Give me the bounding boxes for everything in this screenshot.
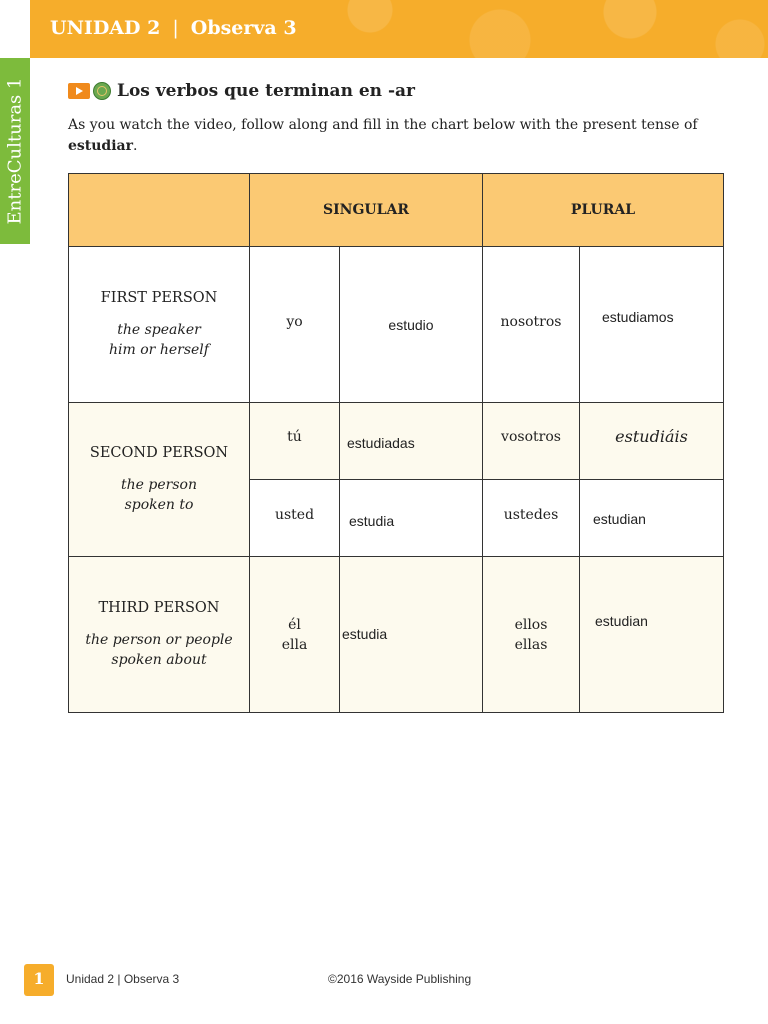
answer-first-plural-text: estudiamos	[602, 308, 674, 325]
header-empty	[69, 174, 250, 247]
first-person-title: FIRST PERSON	[100, 289, 218, 306]
instructions-verb: estudiar	[68, 138, 133, 154]
header-banner	[30, 0, 768, 58]
first-person-row	[69, 247, 724, 403]
pronoun-ustedes-text: ustedes	[503, 507, 559, 524]
pronoun-ellas: ellas	[514, 636, 548, 653]
footer-section: Unidad 2 | Observa 3	[66, 972, 180, 986]
first-person-desc-1: the speaker	[117, 321, 201, 338]
answer-third-singular[interactable]	[340, 557, 483, 713]
third-person-row	[69, 557, 724, 713]
answer-third-singular-text: estudia	[342, 625, 388, 642]
conjugation-chart	[68, 173, 724, 713]
pronoun-nosotros	[483, 247, 580, 403]
header-singular: SINGULAR	[250, 174, 483, 247]
second-person-desc-1: the person	[121, 476, 197, 493]
pronoun-nosotros-text: nosotros	[500, 313, 562, 330]
video-icon[interactable]	[68, 83, 90, 99]
footer-copyright: ©2016 Wayside Publishing	[328, 972, 472, 986]
pronoun-usted	[250, 480, 340, 557]
pronoun-vosotros-text: vosotros	[501, 428, 561, 445]
pronoun-ella: ella	[281, 636, 308, 653]
answer-second-formal-singular[interactable]	[340, 480, 483, 557]
banner-title	[50, 17, 297, 39]
pronoun-vosotros	[483, 402, 580, 479]
pronoun-el-ella	[250, 557, 340, 713]
instructions-end: .	[133, 138, 138, 154]
third-person-desc-1: the person or people	[85, 631, 233, 648]
third-person-cell	[69, 557, 250, 713]
given-second-informal-plural	[580, 402, 724, 479]
answer-second-formal-plural[interactable]	[580, 480, 724, 557]
answer-second-formal-singular-text: estudia	[349, 513, 395, 530]
answer-first-singular-text: estudio	[388, 316, 434, 333]
answer-first-plural[interactable]	[580, 247, 724, 403]
pronoun-yo-text: yo	[286, 313, 303, 330]
second-person-cell	[69, 402, 250, 557]
banner-separator: |	[172, 17, 179, 39]
header-plural: PLURAL	[483, 174, 724, 247]
answer-second-formal-plural-text: estudian	[593, 511, 646, 528]
section-heading	[68, 80, 415, 102]
first-person-desc-2: him or herself	[109, 341, 209, 358]
second-person-title: SECOND PERSON	[89, 444, 229, 461]
side-tab	[0, 58, 30, 244]
pronoun-usted-text: usted	[274, 507, 315, 524]
answer-first-singular[interactable]	[340, 247, 483, 403]
pronoun-tu-text: tú	[287, 428, 302, 445]
pronoun-el: él	[288, 616, 301, 633]
answer-second-informal-singular[interactable]	[340, 402, 483, 479]
pronoun-ellos: ellos	[514, 616, 548, 633]
first-person-cell	[69, 247, 250, 403]
answer-third-plural[interactable]	[580, 557, 724, 713]
pronoun-ellos-ellas	[483, 557, 580, 713]
heading-title: Los verbos que terminan en -ar	[117, 81, 415, 101]
answer-second-informal-singular-text: estudiadas	[347, 434, 415, 451]
given-second-informal-plural-text: estudiáis	[615, 427, 688, 447]
pronoun-yo	[250, 247, 340, 403]
answer-third-plural-text: estudian	[595, 612, 648, 629]
pronoun-tu	[250, 402, 340, 479]
second-person-informal-row	[69, 402, 724, 479]
third-person-title: THIRD PERSON	[98, 599, 220, 616]
instructions-text: As you watch the video, follow along and fill in the chart below with the present tense of	[68, 117, 698, 133]
globe-icon[interactable]	[93, 82, 111, 100]
unit-label: UNIDAD 2	[50, 17, 161, 39]
pronoun-ustedes	[483, 480, 580, 557]
third-person-desc-2: spoken about	[111, 651, 207, 668]
instructions	[68, 115, 708, 157]
section-label: Observa 3	[190, 17, 297, 39]
side-tab-label: EntreCulturas 1	[4, 77, 26, 225]
page-number: 1	[24, 964, 54, 996]
header-row	[69, 174, 724, 247]
second-person-desc-2: spoken to	[124, 496, 194, 513]
